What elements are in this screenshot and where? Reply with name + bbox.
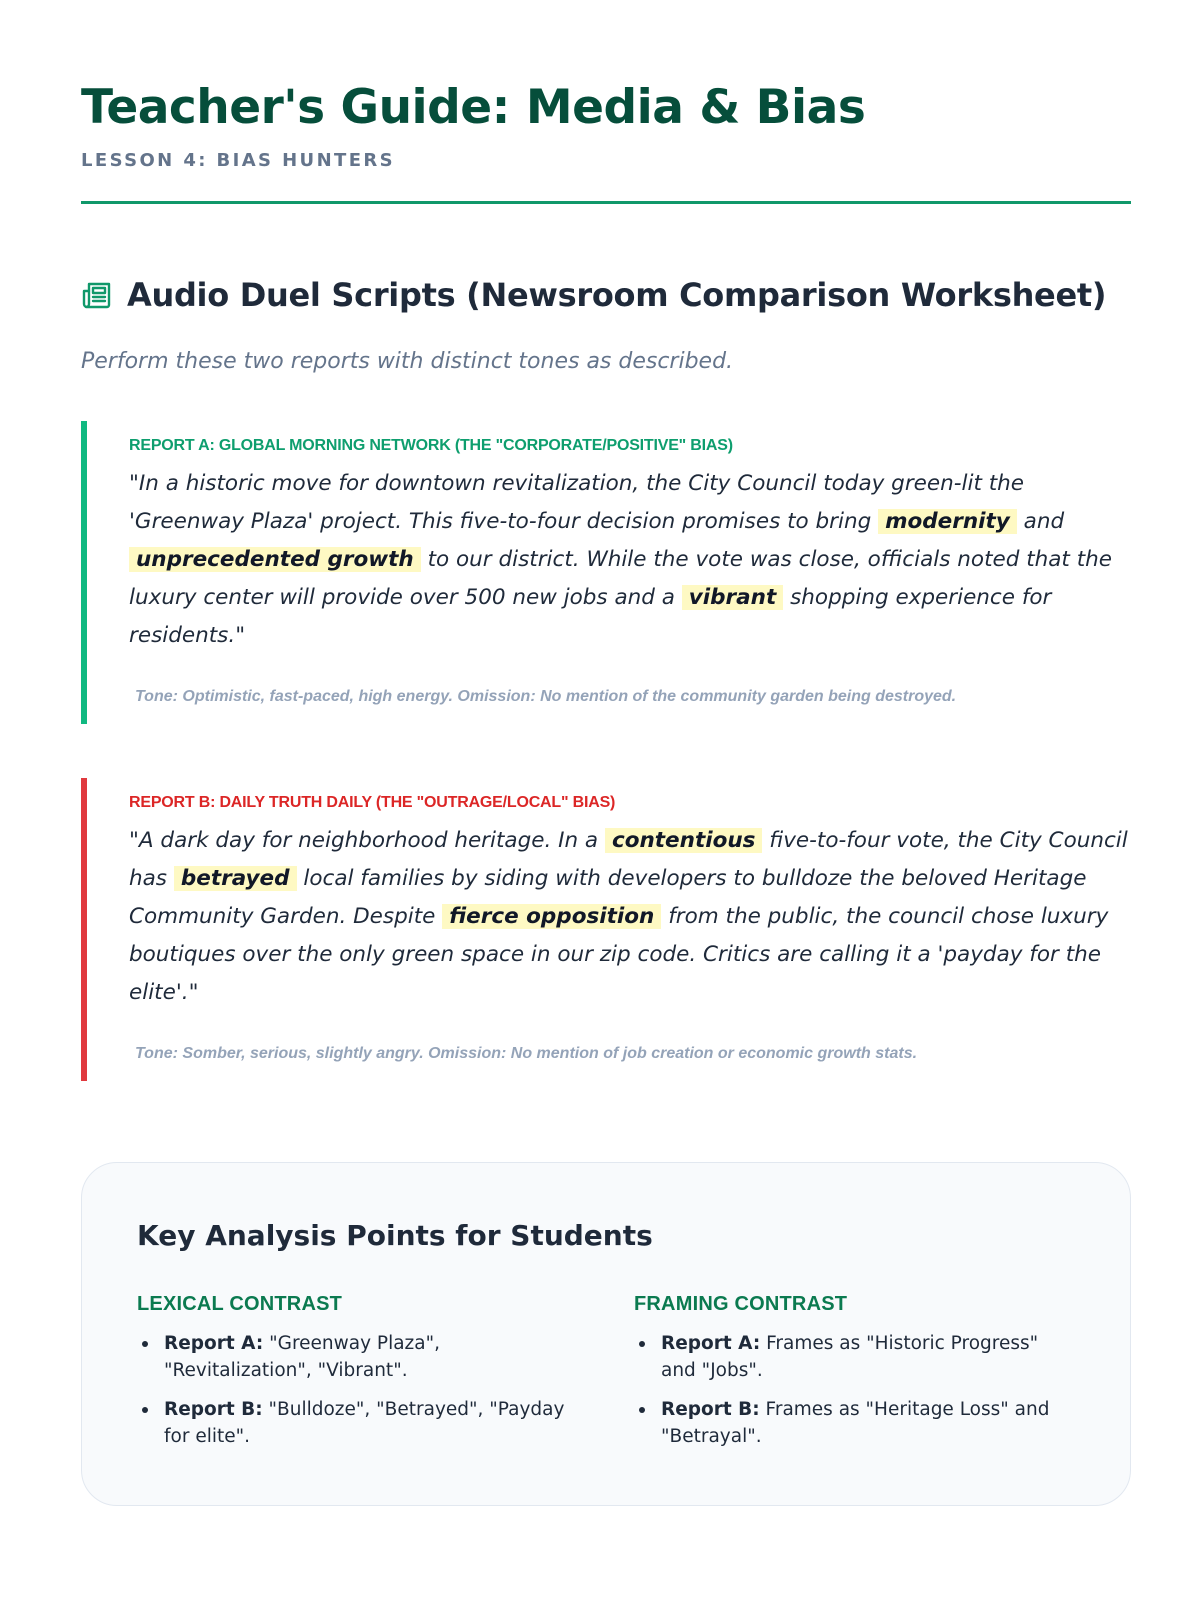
- analysis-title: Key Analysis Points for Students: [137, 1219, 653, 1252]
- item-label: Report A:: [661, 1333, 761, 1354]
- list-item: [164, 1396, 567, 1450]
- item-label: Report B:: [164, 1399, 263, 1420]
- highlighted-term: contentious: [605, 828, 763, 853]
- item-label: Report B:: [661, 1399, 760, 1420]
- section-title: Audio Duel Scripts (Newsroom Comparison Worksheet): [127, 276, 1107, 314]
- lexical-contrast-column: [137, 1293, 567, 1462]
- quote-text: local families by siding with developers to bulldoze the beloved Heritage Community Garden. Despite: [129, 866, 1087, 929]
- report-a-quote: [129, 465, 1134, 655]
- column-heading: LEXICAL CONTRAST: [137, 1293, 343, 1315]
- header-divider: [81, 201, 1131, 204]
- analysis-list: [137, 1330, 567, 1450]
- quote-text: to our district. While the vote was close, officials noted that the luxury center will provide over 500 new jobs and a: [129, 547, 1112, 610]
- quote-text: "In a historic move for downtown revitalization, the City Council today green-lit the 'Greenway Plaza' project. This five-to-four decision promises to bring: [129, 471, 1025, 534]
- framing-contrast-column: [634, 1293, 1064, 1462]
- highlighted-term: unprecedented growth: [129, 547, 421, 572]
- report-b-quote: [129, 822, 1134, 1012]
- item-text: Frames as "Heritage Loss" and "Betrayal".: [661, 1399, 1050, 1447]
- section-header: [81, 276, 1106, 314]
- item-label: Report A:: [164, 1333, 264, 1354]
- report-a-label: REPORT A: GLOBAL MORNING NETWORK (THE "CORPORATE/POSITIVE" BIAS): [129, 437, 733, 454]
- analysis-list: [634, 1330, 1064, 1450]
- item-text: "Greenway Plaza", "Revitalization", "Vibrant".: [164, 1333, 440, 1381]
- highlighted-term: betrayed: [174, 866, 297, 891]
- list-item: [164, 1330, 567, 1384]
- item-text: Frames as "Historic Progress" and "Jobs".: [661, 1333, 1039, 1381]
- report-b-label: REPORT B: DAILY TRUTH DAILY (THE "OUTRAGE/LOCAL" BIAS): [129, 794, 616, 811]
- highlighted-term: modernity: [878, 509, 1017, 534]
- report-b-card: [81, 778, 1131, 1081]
- report-b-tone-note: Tone: Somber, serious, slightly angry. Omission: No mention of job creation or economic growth stats.: [135, 1045, 918, 1062]
- quote-text: from the public, the council chose luxury boutiques over the only green space in our zip code. Critics are calling it a 'payday for the elite'.": [129, 904, 1109, 1005]
- quote-text: five-to-four vote, the City Council has: [129, 828, 1128, 891]
- lesson-subtitle: LESSON 4: BIAS HUNTERS: [81, 150, 396, 171]
- newspaper-icon: [81, 279, 113, 311]
- analysis-panel: [81, 1162, 1131, 1506]
- section-instructions: Perform these two reports with distinct tones as described.: [81, 349, 734, 374]
- item-text: "Bulldoze", "Betrayed", "Payday for elite".: [164, 1399, 565, 1447]
- report-a-tone-note: Tone: Optimistic, fast-paced, high energy. Omission: No mention of the community garden being destroyed.: [135, 688, 957, 705]
- quote-text: and: [1016, 509, 1065, 534]
- highlighted-term: fierce opposition: [442, 904, 661, 929]
- page-title: Teacher's Guide: Media & Bias: [81, 80, 866, 135]
- quote-text: "A dark day for neighborhood heritage. In a: [129, 828, 605, 853]
- report-a-card: [81, 421, 1131, 724]
- list-item: [661, 1396, 1064, 1450]
- list-item: [661, 1330, 1064, 1384]
- highlighted-term: vibrant: [682, 585, 783, 610]
- quote-text: shopping experience for residents.": [129, 585, 1052, 648]
- column-heading: FRAMING CONTRAST: [634, 1293, 848, 1315]
